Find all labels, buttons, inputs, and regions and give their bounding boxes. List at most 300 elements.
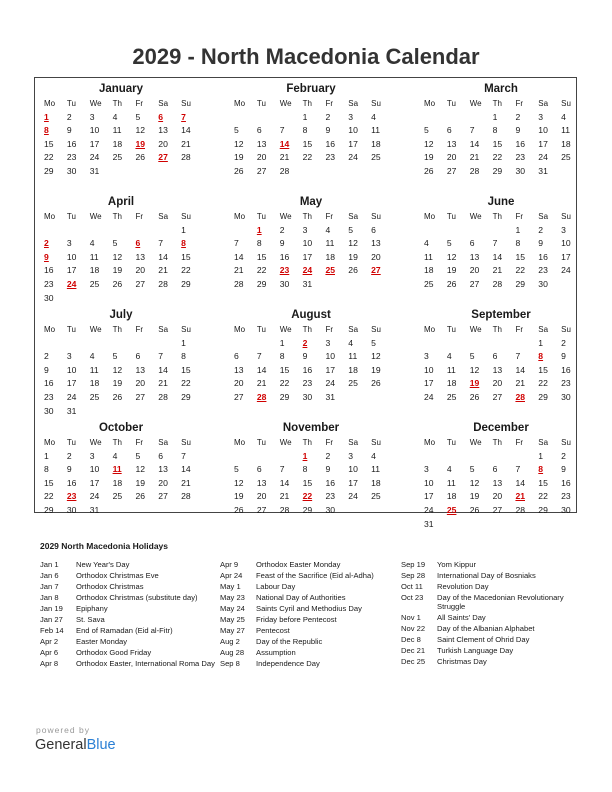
empty-cell xyxy=(421,450,444,464)
day-cell: 18 xyxy=(446,378,457,389)
holiday-item xyxy=(220,637,400,646)
day-cell: 24 xyxy=(348,152,358,163)
holiday-item xyxy=(40,571,220,580)
week-row xyxy=(41,377,201,391)
empty-cell xyxy=(558,518,581,532)
week-row xyxy=(231,477,391,491)
week-row xyxy=(41,151,201,165)
day-cell: 4 xyxy=(325,224,331,235)
weekday-label: Mo xyxy=(424,438,436,447)
day-cell: 1 xyxy=(279,337,285,348)
day-cell: 10 xyxy=(424,477,434,488)
day-cell: 30 xyxy=(515,165,525,176)
week-row xyxy=(41,138,201,152)
day-cell: 22 xyxy=(256,265,267,276)
day-cell: 22 xyxy=(538,378,548,389)
weekday-label: Mo xyxy=(44,438,56,447)
holiday-item xyxy=(40,560,220,569)
day-cell: 10 xyxy=(348,125,358,136)
holiday-item xyxy=(220,604,400,613)
day-cell: 30 xyxy=(66,165,77,176)
holiday-day: 8 xyxy=(181,238,186,249)
week-row xyxy=(421,450,581,464)
empty-cell xyxy=(231,224,254,238)
day-cell: 11 xyxy=(89,251,99,262)
holiday-name: Friday before Pentecost xyxy=(256,615,337,624)
holiday-day: 1 xyxy=(302,450,308,461)
empty-cell xyxy=(155,405,178,419)
month-may xyxy=(231,195,391,292)
weekday-label: Su xyxy=(561,438,571,447)
day-cell: 11 xyxy=(424,251,433,262)
day-cell: 1 xyxy=(538,450,544,461)
holiday-day: 19 xyxy=(135,138,145,149)
empty-cell xyxy=(444,224,467,238)
weekday-label: We xyxy=(469,212,482,221)
day-cell: 10 xyxy=(302,238,313,249)
empty-cell xyxy=(231,111,254,125)
day-cell: 11 xyxy=(89,364,99,375)
week-row xyxy=(421,350,581,364)
empty-cell xyxy=(110,405,133,419)
day-cell: 16 xyxy=(538,251,548,262)
empty-cell xyxy=(155,504,178,518)
holiday-date: Dec 21 xyxy=(401,646,426,655)
holiday-item xyxy=(401,635,581,644)
holiday-date: Sep 8 xyxy=(220,659,240,668)
week-row xyxy=(41,292,201,306)
day-cell: 5 xyxy=(112,238,118,249)
day-cell: 28 xyxy=(279,165,290,176)
day-cell: 20 xyxy=(469,265,480,276)
holiday-day: 25 xyxy=(446,504,457,515)
day-cell: 22 xyxy=(181,265,191,276)
empty-cell xyxy=(490,224,513,238)
day-cell: 19 xyxy=(371,364,381,375)
weekday-label: Sa xyxy=(348,212,359,221)
empty-cell xyxy=(444,450,467,464)
weekday-label: Su xyxy=(561,325,571,334)
empty-cell xyxy=(231,337,254,351)
holiday-date: Sep 19 xyxy=(401,560,426,569)
holiday-day: 8 xyxy=(538,351,544,362)
weekday-label: Sa xyxy=(158,325,169,334)
empty-cell xyxy=(132,337,155,351)
day-cell: 11 xyxy=(371,464,381,475)
day-cell: 8 xyxy=(44,464,49,475)
holiday-name: Orthodox Christmas (substitute day) xyxy=(76,593,198,602)
day-cell: 28 xyxy=(158,391,168,402)
day-cell: 2 xyxy=(538,224,544,235)
empty-cell xyxy=(132,292,155,306)
week-row xyxy=(421,364,581,378)
weekday-label: Tu xyxy=(66,325,76,334)
week-row xyxy=(421,377,581,391)
day-cell: 12 xyxy=(371,351,381,362)
week-row xyxy=(421,224,581,238)
holiday-day: 23 xyxy=(279,265,290,276)
month-august xyxy=(231,308,391,405)
empty-cell xyxy=(444,518,467,532)
week-row xyxy=(421,138,581,152)
day-cell: 6 xyxy=(371,224,376,235)
day-cell: 15 xyxy=(181,251,191,262)
holiday-name: Pentecost xyxy=(256,626,290,635)
day-cell: 19 xyxy=(348,251,358,262)
day-cell: 23 xyxy=(66,152,77,163)
month-june xyxy=(421,195,581,292)
day-cell: 4 xyxy=(89,238,95,249)
holiday-name: Assumption xyxy=(256,648,296,657)
day-cell: 25 xyxy=(89,391,100,402)
day-cell: 13 xyxy=(135,364,145,375)
day-cell: 16 xyxy=(561,477,571,488)
day-cell: 6 xyxy=(492,351,498,362)
day-cell: 7 xyxy=(515,464,521,475)
day-cell: 24 xyxy=(538,152,548,163)
day-cell: 14 xyxy=(492,251,503,262)
day-cell: 19 xyxy=(234,152,244,163)
weekday-label: Th xyxy=(112,212,122,221)
day-cell: 13 xyxy=(492,364,503,375)
empty-cell xyxy=(254,450,277,464)
month-october xyxy=(41,421,201,518)
weekday-label: Mo xyxy=(44,99,56,108)
day-cell: 21 xyxy=(158,265,168,276)
day-cell: 7 xyxy=(515,351,521,362)
weekday-label: Sa xyxy=(538,325,549,334)
day-cell: 5 xyxy=(234,464,239,475)
day-cell: 23 xyxy=(561,378,571,389)
day-cell: 21 xyxy=(158,378,168,389)
day-cell: 26 xyxy=(234,504,244,515)
holiday-day: 21 xyxy=(515,491,525,502)
holiday-date: Apr 24 xyxy=(220,571,243,580)
month-september xyxy=(421,308,581,405)
day-cell: 17 xyxy=(66,265,77,276)
month-name: September xyxy=(471,309,531,321)
weekday-label: We xyxy=(279,212,292,221)
holiday-name: Orthodox Christmas Eve xyxy=(76,571,159,580)
holiday-day: 25 xyxy=(325,265,335,276)
week-row xyxy=(41,278,201,292)
empty-cell xyxy=(87,405,110,419)
empty-cell xyxy=(368,391,391,405)
empty-cell xyxy=(110,224,133,238)
day-cell: 31 xyxy=(424,518,434,529)
day-cell: 30 xyxy=(561,391,571,402)
week-row xyxy=(421,518,581,532)
weekday-label: Fr xyxy=(515,99,523,108)
day-cell: 17 xyxy=(302,251,313,262)
day-cell: 31 xyxy=(89,165,100,176)
weekday-label: Fr xyxy=(135,99,143,108)
day-cell: 5 xyxy=(135,450,141,461)
day-cell: 30 xyxy=(66,504,77,515)
empty-cell xyxy=(110,165,133,179)
day-cell: 7 xyxy=(158,351,164,362)
day-cell: 16 xyxy=(66,138,77,149)
week-row xyxy=(231,337,391,351)
day-cell: 18 xyxy=(561,138,571,149)
empty-cell xyxy=(345,165,368,179)
day-cell: 28 xyxy=(469,165,480,176)
holiday-item xyxy=(401,593,581,611)
day-cell: 19 xyxy=(469,491,480,502)
weekday-label: Sa xyxy=(158,438,169,447)
day-cell: 12 xyxy=(135,464,145,475)
day-cell: 3 xyxy=(325,337,331,348)
empty-cell xyxy=(64,337,87,351)
weekday-label: Tu xyxy=(256,438,266,447)
day-cell: 9 xyxy=(325,125,331,136)
empty-cell xyxy=(467,111,490,125)
day-cell: 4 xyxy=(371,450,376,461)
holiday-date: Apr 2 xyxy=(40,637,59,646)
holiday-day: 6 xyxy=(158,111,164,122)
day-cell: 23 xyxy=(44,391,54,402)
day-cell: 13 xyxy=(469,251,480,262)
week-row xyxy=(231,224,391,238)
day-cell: 23 xyxy=(515,152,525,163)
weekday-label: We xyxy=(469,325,482,334)
day-cell: 10 xyxy=(561,238,571,249)
day-cell: 29 xyxy=(44,504,54,515)
week-row xyxy=(231,504,391,518)
day-cell: 23 xyxy=(325,491,335,502)
week-row xyxy=(421,337,581,351)
day-cell: 15 xyxy=(492,138,503,149)
day-cell: 13 xyxy=(446,138,457,149)
empty-cell xyxy=(421,224,444,238)
day-cell: 16 xyxy=(302,364,313,375)
day-cell: 7 xyxy=(181,450,186,461)
holiday-item xyxy=(401,560,581,569)
empty-cell xyxy=(490,450,513,464)
day-cell: 9 xyxy=(302,351,308,362)
weekday-label: Su xyxy=(561,99,571,108)
day-cell: 22 xyxy=(44,491,54,502)
day-cell: 15 xyxy=(279,364,290,375)
day-cell: 27 xyxy=(469,278,480,289)
weekday-label: Th xyxy=(112,325,122,334)
day-cell: 21 xyxy=(256,378,267,389)
empty-cell xyxy=(178,292,201,306)
month-name: August xyxy=(291,309,331,321)
holiday-date: Apr 9 xyxy=(220,560,239,569)
day-cell: 11 xyxy=(348,351,358,362)
month-name: July xyxy=(109,309,133,321)
weekday-header xyxy=(41,436,201,450)
day-cell: 17 xyxy=(89,138,100,149)
holiday-date: Apr 8 xyxy=(40,659,59,668)
day-cell: 16 xyxy=(561,364,571,375)
holiday-column-2 xyxy=(220,560,400,670)
month-name: February xyxy=(286,83,336,95)
week-row xyxy=(41,477,201,491)
empty-cell xyxy=(558,278,581,292)
day-cell: 21 xyxy=(279,152,290,163)
holiday-name: Day of the Republic xyxy=(256,637,323,646)
day-cell: 14 xyxy=(515,364,525,375)
day-cell: 13 xyxy=(234,364,244,375)
holiday-item xyxy=(220,582,400,591)
month-name: January xyxy=(98,83,144,95)
empty-cell xyxy=(490,518,513,532)
day-cell: 11 xyxy=(561,125,571,136)
holiday-name: Epiphany xyxy=(76,604,108,613)
week-row xyxy=(421,264,581,278)
weekday-label: Fr xyxy=(325,438,333,447)
holiday-date: Jan 7 xyxy=(40,582,59,591)
holiday-name: Independence Day xyxy=(256,659,320,668)
day-cell: 12 xyxy=(112,364,123,375)
day-cell: 6 xyxy=(469,238,475,249)
holiday-name: Orthodox Easter Monday xyxy=(256,560,341,569)
week-row xyxy=(231,111,391,125)
day-cell: 11 xyxy=(446,364,456,375)
week-row xyxy=(231,377,391,391)
month-november xyxy=(231,421,391,518)
day-cell: 17 xyxy=(424,378,434,389)
day-cell: 21 xyxy=(492,265,503,276)
day-cell: 15 xyxy=(302,138,313,149)
week-row xyxy=(41,237,201,251)
day-cell: 18 xyxy=(112,477,123,488)
empty-cell xyxy=(178,504,201,518)
month-name: October xyxy=(98,422,144,434)
day-cell: 31 xyxy=(538,165,548,176)
holiday-name: Revolution Day xyxy=(437,582,489,591)
weekday-label: Su xyxy=(181,212,191,221)
day-cell: 31 xyxy=(89,504,100,515)
day-cell: 12 xyxy=(112,251,123,262)
day-cell: 16 xyxy=(44,378,54,389)
day-cell: 28 xyxy=(181,491,191,502)
day-cell: 29 xyxy=(181,391,191,402)
day-cell: 5 xyxy=(112,351,118,362)
day-cell: 22 xyxy=(302,152,313,163)
day-cell: 24 xyxy=(424,504,434,515)
day-cell: 25 xyxy=(561,152,571,163)
brand-logo[interactable] xyxy=(35,737,116,753)
holiday-name: Saint Clement of Ohrid Day xyxy=(437,635,530,644)
holiday-date: Jan 27 xyxy=(40,615,63,624)
day-cell: 9 xyxy=(66,464,72,475)
day-cell: 2 xyxy=(279,224,285,235)
day-cell: 13 xyxy=(158,125,168,136)
week-row xyxy=(421,391,581,405)
day-cell: 3 xyxy=(89,450,95,461)
month-name: December xyxy=(473,422,529,434)
day-cell: 21 xyxy=(234,265,244,276)
holiday-item xyxy=(40,615,220,624)
day-cell: 3 xyxy=(424,464,429,475)
empty-cell xyxy=(467,450,490,464)
day-cell: 12 xyxy=(469,364,480,375)
holiday-date: May 1 xyxy=(220,582,241,591)
holiday-day: 11 xyxy=(112,464,122,475)
empty-cell xyxy=(368,278,391,292)
day-cell: 31 xyxy=(325,391,335,402)
weekday-label: We xyxy=(89,99,102,108)
weekday-label: Mo xyxy=(234,438,246,447)
weekday-label: Su xyxy=(371,212,381,221)
day-cell: 26 xyxy=(135,491,145,502)
weekday-label: Tu xyxy=(446,325,456,334)
week-row xyxy=(421,165,581,179)
empty-cell xyxy=(87,337,110,351)
page-title: 2029 - North Macedonia Calendar xyxy=(132,44,480,69)
holiday-day: 8 xyxy=(44,125,49,136)
month-february xyxy=(231,82,391,179)
day-cell: 19 xyxy=(234,491,244,502)
day-cell: 13 xyxy=(256,477,267,488)
weekday-label: Sa xyxy=(158,99,169,108)
empty-cell xyxy=(512,450,535,464)
holiday-name: Christmas Day xyxy=(437,657,487,666)
day-cell: 2 xyxy=(325,111,331,122)
week-row xyxy=(41,450,201,464)
weekday-label: Fr xyxy=(325,212,333,221)
day-cell: 6 xyxy=(234,351,239,362)
day-cell: 3 xyxy=(561,224,566,235)
empty-cell xyxy=(132,405,155,419)
week-row xyxy=(41,391,201,405)
day-cell: 30 xyxy=(44,292,54,303)
holiday-day: 27 xyxy=(371,265,381,276)
day-cell: 26 xyxy=(469,391,480,402)
day-cell: 10 xyxy=(325,351,335,362)
week-row xyxy=(421,251,581,265)
day-cell: 15 xyxy=(44,477,54,488)
weekday-label: Th xyxy=(302,99,312,108)
empty-cell xyxy=(110,337,133,351)
weekday-label: Sa xyxy=(158,212,169,221)
day-cell: 22 xyxy=(492,152,503,163)
day-cell: 9 xyxy=(538,238,544,249)
day-cell: 10 xyxy=(66,364,77,375)
empty-cell xyxy=(512,337,535,351)
day-cell: 15 xyxy=(181,364,191,375)
day-cell: 1 xyxy=(538,337,544,348)
weekday-label: Mo xyxy=(234,325,246,334)
day-cell: 12 xyxy=(348,238,358,249)
holiday-date: Jan 6 xyxy=(40,571,59,580)
day-cell: 25 xyxy=(446,391,457,402)
day-cell: 17 xyxy=(561,251,571,262)
day-cell: 8 xyxy=(492,125,498,136)
holiday-name: All Saints' Day xyxy=(437,613,486,622)
holiday-day: 1 xyxy=(44,111,49,122)
day-cell: 2 xyxy=(515,111,521,122)
day-cell: 8 xyxy=(181,351,186,362)
week-row xyxy=(41,337,201,351)
holiday-day: 22 xyxy=(302,491,313,502)
powered-by-text: powered by xyxy=(36,725,90,735)
day-cell: 25 xyxy=(348,378,358,389)
weekday-label: Tu xyxy=(446,212,456,221)
week-row xyxy=(421,477,581,491)
week-row xyxy=(231,463,391,477)
weekday-label: Fr xyxy=(135,438,143,447)
week-row xyxy=(421,237,581,251)
day-cell: 16 xyxy=(279,251,290,262)
day-cell: 11 xyxy=(325,238,335,249)
day-cell: 30 xyxy=(302,391,313,402)
day-cell: 14 xyxy=(256,364,267,375)
empty-cell xyxy=(64,224,87,238)
